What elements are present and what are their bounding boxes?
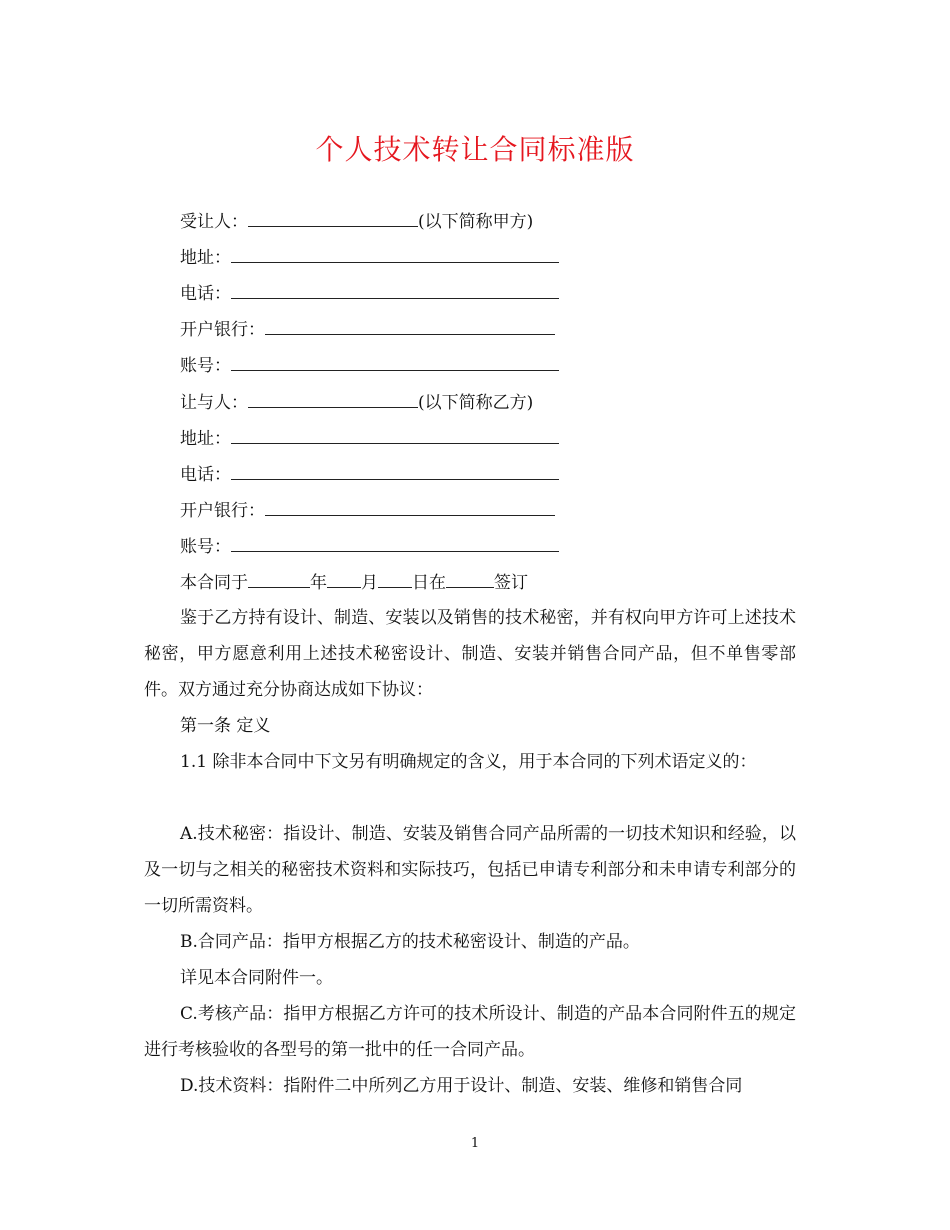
party-b-name-label: 让与人：: [180, 393, 248, 413]
article-1-heading: 第一条 定义: [180, 716, 271, 736]
party-b-bank-row: [180, 497, 555, 523]
party-b-name-suffix: (以下简称乙方): [418, 393, 534, 413]
party-a-bank-blank[interactable]: [265, 316, 555, 335]
party-b-account-blank[interactable]: [231, 533, 559, 552]
signing-month-label: 月: [361, 573, 378, 593]
definition-a: A.技术秘密：指设计、制造、安装及销售合同产品所需的一切技术知识和经验，以及一切与之相关的秘密技术资料和实际技巧，包括已申请专利部分和未申请专利部分的一切所需资料。: [144, 824, 796, 916]
party-a-bank-label: 开户银行：: [180, 320, 265, 340]
party-a-name-row: [180, 208, 533, 234]
definition-b-note: 详见本合同附件一。: [180, 968, 333, 988]
party-a-account-blank[interactable]: [231, 352, 559, 371]
page-number: 1: [470, 1136, 480, 1151]
party-b-phone-row: [180, 461, 559, 487]
party-a-name-label: 受让人：: [180, 212, 248, 232]
party-a-account-label: 账号：: [180, 356, 231, 376]
party-a-phone-blank[interactable]: [231, 280, 559, 299]
party-a-account-row: [180, 352, 559, 378]
party-a-phone-row: [180, 280, 559, 306]
signing-year-label: 年: [310, 573, 327, 593]
party-b-address-label: 地址：: [180, 429, 231, 449]
party-b-phone-blank[interactable]: [231, 461, 559, 480]
party-a-phone-label: 电话：: [180, 284, 231, 304]
party-b-account-label: 账号：: [180, 537, 231, 557]
signing-prefix: 本合同于: [180, 573, 248, 593]
definition-d: D.技术资料：指附件二中所列乙方用于设计、制造、安装、维修和销售合同: [180, 1076, 743, 1096]
signing-place-blank[interactable]: [446, 569, 494, 588]
preamble-paragraph: 鉴于乙方持有设计、制造、安装以及销售的技术秘密，并有权向甲方许可上述技术秘密，甲方愿意利用上述技术秘密设计、制造、安装并销售合同产品，但不单售零部件。双方通过充分协商达成如下协议：: [144, 608, 796, 700]
party-a-address-blank[interactable]: [231, 244, 559, 263]
party-b-address-row: [180, 425, 559, 451]
party-a-name-suffix: (以下简称甲方): [418, 212, 534, 232]
party-a-name-blank[interactable]: [248, 208, 418, 227]
clause-1-1: 1.1 除非本合同中下文另有明确规定的含义，用于本合同的下列术语定义的：: [180, 752, 757, 772]
party-b-phone-label: 电话：: [180, 465, 231, 485]
signing-suffix: 签订: [494, 573, 528, 593]
definition-b: B.合同产品：指甲方根据乙方的技术秘密设计、制造的产品。: [180, 932, 640, 952]
signing-year-blank[interactable]: [248, 569, 310, 588]
party-b-account-row: [180, 533, 559, 559]
document-title: 个人技术转让合同标准版: [315, 133, 635, 166]
signing-month-blank[interactable]: [327, 569, 361, 588]
party-b-name-blank[interactable]: [248, 389, 418, 408]
party-b-name-row: [180, 389, 533, 415]
party-b-address-blank[interactable]: [231, 425, 559, 444]
party-a-address-row: [180, 244, 559, 270]
party-b-bank-blank[interactable]: [265, 497, 555, 516]
party-a-address-label: 地址：: [180, 248, 231, 268]
party-b-bank-label: 开户银行：: [180, 501, 265, 521]
signing-day-label: 日在: [412, 573, 446, 593]
signing-date-row: [180, 569, 528, 595]
signing-day-blank[interactable]: [378, 569, 412, 588]
party-a-bank-row: [180, 316, 555, 342]
definition-c: C.考核产品：指甲方根据乙方许可的技术所设计、制造的产品本合同附件五的规定进行考核验收的各型号的第一批中的任一合同产品。: [144, 1004, 796, 1060]
